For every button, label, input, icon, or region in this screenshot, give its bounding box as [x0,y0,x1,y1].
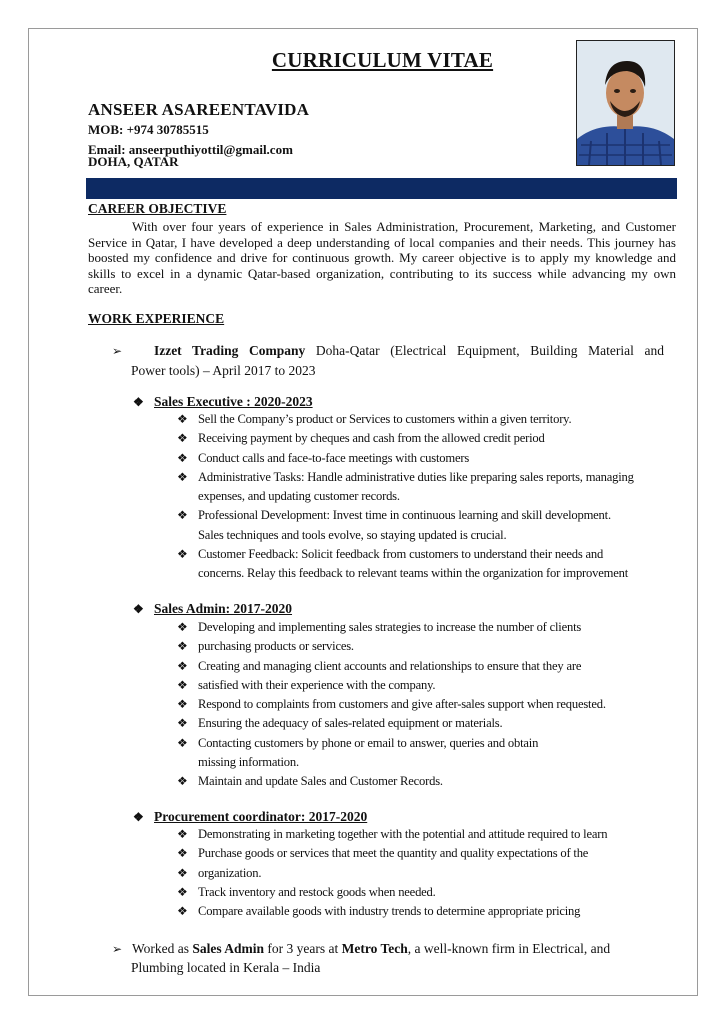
career-objective-heading: CAREER OBJECTIVE [88,201,227,216]
work-experience-heading: WORK EXPERIENCE [88,311,225,326]
metro-company: Metro Tech [341,941,408,956]
role-title: ❖ Sales Executive : 2020-2023 [133,394,313,409]
list-item [177,772,692,791]
list-item [177,468,692,507]
list-item [177,657,692,676]
diamond-bullet-icon: ❖ [177,677,188,692]
diamond-bullet-icon: ❖ [177,827,188,841]
list-item [177,637,692,656]
list-item-text: missing information. [198,755,299,770]
career-objective-text: With over four years of experience in Sales Administration, Procurement, Marketing, and Customer Service in Qatar, I have developed a deep understanding of local companies and their needs. This journey has boosted my confidence and drive for continuous growth. My career objective is to apply my knowledge and skills to excel in a dynamic Qatar-based organization, contributing to its success while advancing my own career. [88,219,676,296]
email-address: Email: anseerputhiyottil@gmail.com [88,142,293,157]
diamond-bullet-icon: ❖ [177,412,188,426]
role-items-procurement [177,825,692,921]
diamond-bullet-icon: ❖ [177,469,188,484]
list-item [177,825,692,844]
header-divider-bar [86,178,677,199]
diamond-bullet-icon: ❖ [177,884,188,899]
diamond-bullet-icon: ❖ [177,735,188,750]
list-item-text: Ensuring the adequacy of sales-related equipment or materials. [198,716,503,731]
list-item-text: Demonstrating in marketing together with the potential and attitude required to learn [198,827,608,841]
diamond-bullet-icon: ❖ [177,697,188,712]
list-item [177,864,692,883]
list-item [177,902,692,921]
list-item-text: Maintain and update Sales and Customer Records. [198,774,443,789]
document-title: CURRICULUM VITAE [271,48,494,72]
list-item-text: organization. [198,865,262,880]
diamond-bullet-icon: ❖ [177,716,188,731]
list-item-text: Sales techniques and tools evolve, so staying updated is crucial. [198,527,507,542]
diamond-bullet-icon: ❖ [177,508,188,523]
list-item [177,714,692,733]
diamond-bullet-icon: ❖ [177,450,188,465]
list-item-text: expenses, and updating customer records. [198,489,400,504]
list-item [177,883,692,902]
list-item-text: purchasing products or services. [198,639,354,654]
list-item [177,695,692,714]
company-description: Doha-Qatar (Electrical Equipment, Building Material and [305,343,664,358]
list-item-text: Respond to complaints from customers and give after-sales support when requested. [198,697,606,712]
diamond-bullet-icon: ❖ [133,602,144,616]
list-item-text: Sell the Company’s product or Services to customers within a given territory. [198,412,572,426]
list-item [177,734,692,773]
list-item [177,676,692,695]
company-period: Power tools) – April 2017 to 2023 [131,363,316,378]
role-items-sales-executive [177,410,692,584]
diamond-bullet-icon: ❖ [177,846,188,861]
list-item-text: concerns. Relay this feedback to relevant teams within the organization for improvement [198,566,628,581]
profile-photo [576,40,675,166]
company-name: Izzet Trading Company [153,343,306,358]
list-item-text: satisfied with their experience with the company. [198,677,436,692]
list-item [177,844,692,863]
list-item-text: Track inventory and restock goods when needed. [198,884,436,899]
list-item-text: Creating and managing client accounts and relationships to ensure that they are [198,658,582,673]
diamond-bullet-icon: ❖ [133,395,144,409]
diamond-bullet-icon: ❖ [177,774,188,789]
arrow-bullet-icon: ➢ [112,942,123,956]
list-item-text: Customer Feedback: Solicit feedback from customers to understand their needs and [198,547,604,562]
company-entry [112,341,664,361]
list-item-text: Contacting customers by phone or email to answer, queries and obtain [198,735,539,750]
metro-tech-entry: ➢ Worked as Sales Admin for 3 years at Metro Tech, a well-known firm in Electrical, and [112,941,611,956]
list-item [177,429,692,448]
diamond-bullet-icon: ❖ [177,620,188,634]
list-item [177,449,692,468]
arrow-bullet-icon: ➢ [112,344,123,358]
list-item [177,410,692,429]
diamond-bullet-icon: ❖ [177,639,188,654]
metro-tech-location: Plumbing located in Kerala – India [131,960,321,975]
role-title: ❖ Procurement coordinator: 2017-2020 [133,809,368,824]
list-item-text: Receiving payment by cheques and cash from the allowed credit period [198,431,545,446]
list-item-text: Professional Development: Invest time in continuous learning and skill development. [198,508,611,523]
list-item-text: Purchase goods or services that meet the quantity and quality expectations of the [198,846,589,861]
role-title: ❖ Sales Admin: 2017-2020 [133,601,293,616]
list-item-text: Conduct calls and face-to-face meetings with customers [198,450,470,465]
diamond-bullet-icon: ❖ [177,904,188,919]
diamond-bullet-icon: ❖ [133,810,144,824]
diamond-bullet-icon: ❖ [177,431,188,446]
candidate-name: ANSEER ASAREENTAVIDA [88,100,310,119]
list-item-text: Compare available goods with industry trends to determine appropriate pricing [198,904,581,919]
list-item [177,506,692,545]
list-item [177,618,692,637]
diamond-bullet-icon: ❖ [177,658,188,673]
list-item-text: Administrative Tasks: Handle administrative duties like preparing sales reports, managing [198,469,634,484]
role-items-sales-admin [177,618,692,792]
metro-role: Sales Admin [192,941,265,956]
mobile-number: MOB: +974 30785515 [88,122,209,137]
location: DOHA, QATAR [88,154,179,169]
list-item-text: Developing and implementing sales strategies to increase the number of clients [198,620,582,634]
diamond-bullet-icon: ❖ [177,547,188,562]
diamond-bullet-icon: ❖ [177,865,188,880]
list-item [177,545,692,584]
